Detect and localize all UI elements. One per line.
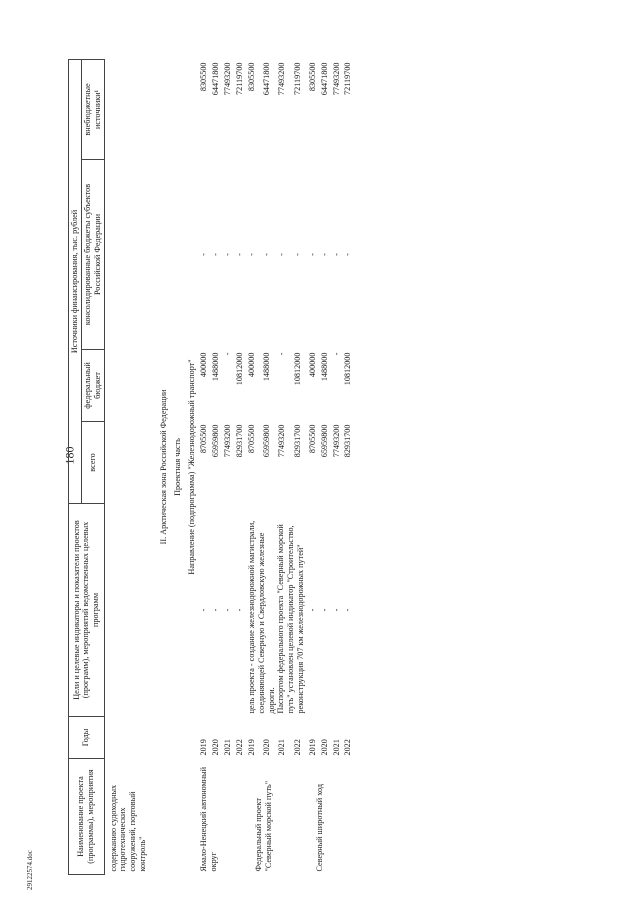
table-row xyxy=(210,59,222,874)
goals-cell: - xyxy=(319,608,329,612)
extrabudget-cell: 72119700 xyxy=(234,62,244,95)
year-cell: 2019 xyxy=(307,739,317,756)
header-goals: Цели и целевые индикаторы и показатели проектов (программ), мероприятий ведомственных целевых программ xyxy=(69,504,105,717)
year-cell: 2019 xyxy=(246,739,256,756)
year-cell: 2022 xyxy=(234,739,244,756)
extrabudget-cell: 77493200 xyxy=(331,62,341,96)
year-cell: 2021 xyxy=(277,739,287,756)
direction-title: Направление (подпрограмма) "Железнодорожный транспорт" xyxy=(186,359,196,575)
table-row xyxy=(261,59,276,874)
regional-cell: - xyxy=(234,253,244,256)
total-cell: 77493200 xyxy=(223,424,233,458)
extrabudget-cell: 72119700 xyxy=(343,62,353,95)
table-row xyxy=(307,59,319,874)
regional-cell: - xyxy=(211,253,221,256)
total-cell: 65959800 xyxy=(211,424,221,458)
regional-cell: - xyxy=(319,253,329,256)
federal-cell: 1488000 xyxy=(319,352,329,382)
goals-cell: - xyxy=(199,608,209,612)
extrabudget-cell: 8305500 xyxy=(246,62,256,92)
federal-cell: 10812000 xyxy=(292,352,302,386)
federal-cell: 1488000 xyxy=(262,352,272,382)
table-row xyxy=(234,59,246,874)
extrabudget-cell: 77493200 xyxy=(223,62,233,96)
total-cell: 8705500 xyxy=(246,424,256,454)
extrabudget-cell: 64471800 xyxy=(211,62,221,96)
project-name: Ямало-Ненецкий автономный округ xyxy=(199,766,219,872)
section-title: II. Арктическая зона Российской Федерации xyxy=(158,389,168,545)
goals-cell: - xyxy=(234,608,244,612)
total-cell: 8705500 xyxy=(307,424,317,454)
federal-cell: 400000 xyxy=(307,352,317,378)
total-cell: 65959800 xyxy=(262,424,272,458)
header-federal: федеральный бюджет xyxy=(81,350,104,422)
project-name: Федеральный проект "Северный морской путь" xyxy=(253,780,273,872)
year-cell: 2022 xyxy=(343,739,353,756)
financing-table xyxy=(68,59,354,875)
table-header xyxy=(69,59,105,874)
goals-cell: - xyxy=(331,608,341,612)
header-total: всего xyxy=(81,422,104,504)
table-row xyxy=(222,59,234,874)
header-name: Наименование проекта (программы), мероприятия xyxy=(69,759,105,875)
extrabudget-cell: 77493200 xyxy=(277,62,287,96)
extrabudget-cell: 64471800 xyxy=(262,62,272,96)
extrabudget-cell: 64471800 xyxy=(319,62,329,96)
header-years: Годы xyxy=(69,717,105,759)
federal-cell: 10812000 xyxy=(343,352,353,386)
table-row xyxy=(342,59,354,874)
total-cell: 77493200 xyxy=(277,424,287,458)
project-name: Северный широтный ход xyxy=(314,783,324,872)
year-cell: 2021 xyxy=(331,739,341,756)
extrabudget-cell: 8305500 xyxy=(199,62,209,92)
year-cell: 2021 xyxy=(223,739,233,756)
continuation-text: содержанию судоходных гидротехнических сооружений, портовый контроль" xyxy=(108,784,148,872)
page-number: 180 xyxy=(62,446,77,465)
header-sources: Источники финансирования, тыс. рублей xyxy=(69,59,82,503)
regional-cell: - xyxy=(246,253,256,256)
year-cell: 2020 xyxy=(262,739,272,756)
extrabudget-cell: 72119700 xyxy=(292,62,302,95)
year-cell: 2019 xyxy=(199,739,209,756)
federal-cell: - xyxy=(223,352,233,356)
subsection-title: Проектная часть xyxy=(172,438,182,496)
goal-description: цель проекта - создание железнодорожной магистрали, соединяющей Северную и Свердловскую железные дороги. Паспортом федерального проекта "Северный морской путь" установлен целевой индикатор "Строительство, реконструкция 707 км железнодорожных путей" xyxy=(246,520,306,714)
header-regional: консолидированные бюджеты субъектов Российской Федерации xyxy=(81,160,104,350)
regional-cell: - xyxy=(292,253,302,256)
table-row xyxy=(246,59,261,874)
federal-cell: - xyxy=(277,352,287,356)
extrabudget-cell: 8305500 xyxy=(307,62,317,92)
federal-cell: - xyxy=(331,352,341,356)
table-row xyxy=(276,59,291,874)
header-extrabudget: внебюджетные источники¹ xyxy=(81,59,104,159)
year-cell: 2020 xyxy=(319,739,329,756)
total-cell: 82931700 xyxy=(234,424,244,458)
regional-cell: - xyxy=(343,253,353,256)
regional-cell: - xyxy=(331,253,341,256)
table-row xyxy=(292,59,307,874)
federal-cell: 10812000 xyxy=(234,352,244,386)
federal-cell: 1488000 xyxy=(211,352,221,382)
table-row xyxy=(331,59,343,874)
goals-cell: - xyxy=(223,608,233,612)
total-cell: 82931700 xyxy=(343,424,353,458)
year-cell: 2020 xyxy=(211,739,221,756)
footer-code: 29122574.doc xyxy=(26,850,34,890)
table-row xyxy=(198,59,210,874)
goals-cell: - xyxy=(307,608,317,612)
regional-cell: - xyxy=(307,253,317,256)
federal-cell: 400000 xyxy=(199,352,209,378)
total-cell: 8705500 xyxy=(199,424,209,454)
regional-cell: - xyxy=(262,253,272,256)
year-cell: 2022 xyxy=(292,739,302,756)
regional-cell: - xyxy=(223,253,233,256)
goals-cell: - xyxy=(343,608,353,612)
total-cell: 77493200 xyxy=(331,424,341,458)
regional-cell: - xyxy=(277,253,287,256)
table-row xyxy=(319,59,331,874)
total-cell: 82931700 xyxy=(292,424,302,458)
regional-cell: - xyxy=(199,253,209,256)
federal-cell: 400000 xyxy=(246,352,256,378)
goals-cell: - xyxy=(211,608,221,612)
total-cell: 65959800 xyxy=(319,424,329,458)
